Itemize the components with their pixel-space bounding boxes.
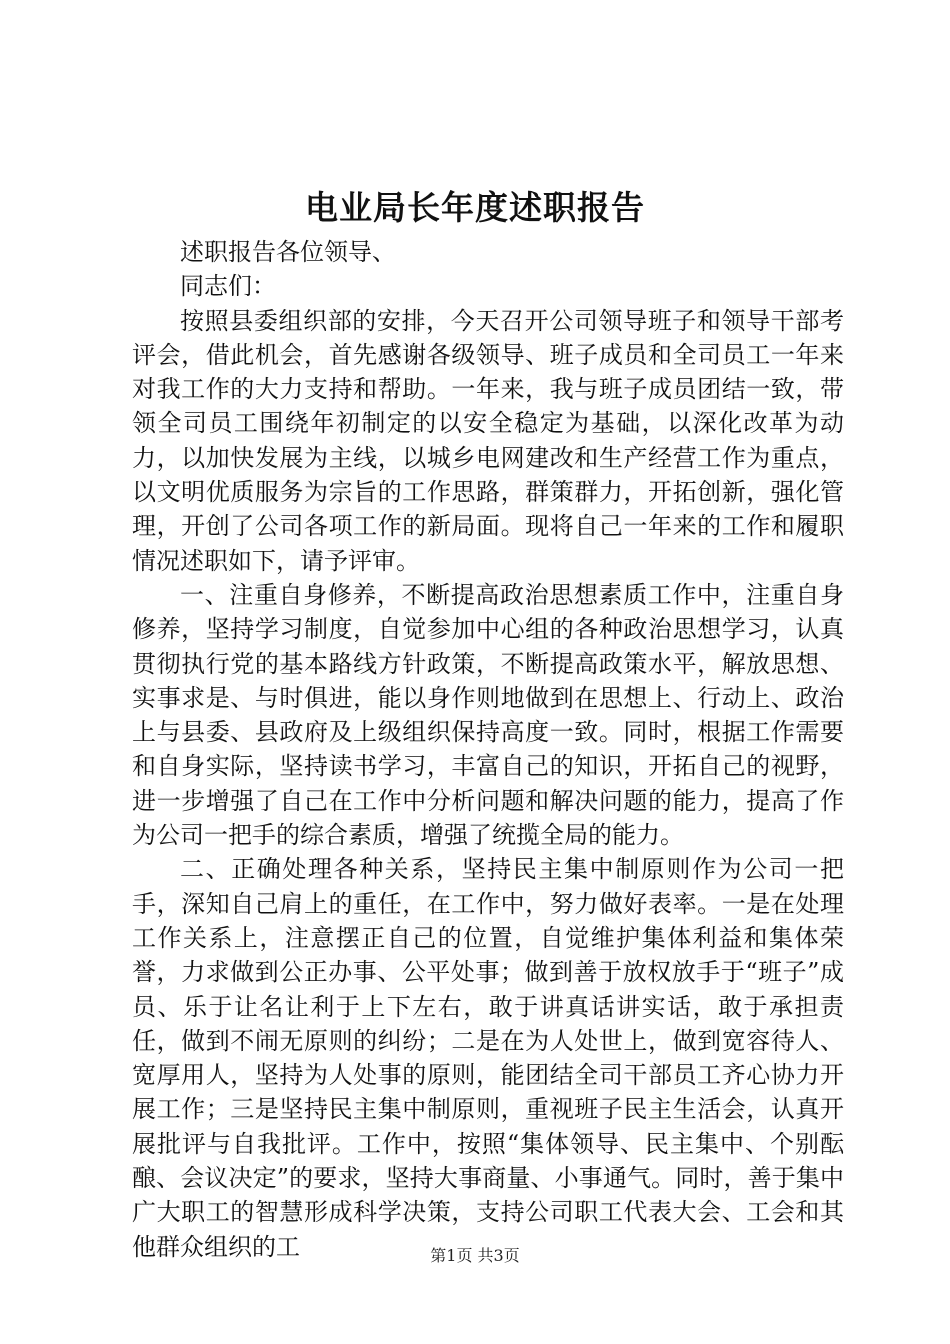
salutation-line-1: 述职报告各位领导、 — [180, 238, 396, 266]
body-paragraph-intro: 按照县委组织部的安排，今天召开公司领导班子和领导干部考评会，借此机会，首先感谢各级领导、班子成员和全司员工一年来对我工作的大力支持和帮助。一年来，我与班子成员团结一致，带领全司员工围绕年初制定的以安全稳定为基础，以深化改革为动力，以加快发展为主线，以城乡电网建改和生产经营工作为重点，以文明优质服务为宗旨的工作思路，群策群力，开拓创新，强化管理，开创了公司各项工作的新局面。现将自己一年来的工作和履职情况述职如下，请予评审。 — [132, 306, 844, 575]
body-paragraph-section-2: 二、正确处理各种关系，坚持民主集中制原则作为公司一把手，深知自己肩上的重任，在工作中，努力做好表率。一是在处理工作关系上，注意摆正自己的位置，自觉维护集体利益和集体荣誉，力求做到公正办事、公平处事；做到善于放权放手于“班子”成员、乐于让名让利于上下左右，敢于讲真话讲实话，敢于承担责任，做到不闹无原则的纠纷；二是在为人处世上，做到宽容待人、宽厚用人，坚持为人处事的原则，能团结全司干部员工齐心协力开展工作；三是坚持民主集中制原则，重视班子民主生活会，认真开展批评与自我批评。工作中，按照“集体领导、民主集中、个别酝酿、会议决定”的要求，坚持大事商量、小事通气。同时，善于集中广大职工的智慧形成科学决策，支持公司职工代表大会、工会和其他群众组织的工 — [132, 855, 844, 1261]
document-body — [132, 235, 844, 1264]
body-paragraph-section-1: 一、注重自身修养，不断提高政治思想素质工作中，注重自身修养，坚持学习制度，自觉参加中心组的各种政治思想学习，认真贯彻执行党的基本路线方针政策，不断提高政策水平，解放思想、实事求是、与时俱进，能以身作则地做到在思想上、行动上、政治上与县委、县政府及上级组织保持高度一致。同时，根据工作需要和自身实际，坚持读书学习，丰富自己的知识，开拓自己的视野，进一步增强了自己在工作中分析问题和解决问题的能力，提高了作为公司一把手的综合素质，增强了统揽全局的能力。 — [132, 580, 844, 850]
document-title: 电业局长年度述职报告 — [305, 188, 645, 227]
page-footer: 第1页 共3页 — [430, 1246, 520, 1265]
salutation-line-2: 同志们： — [180, 272, 276, 301]
